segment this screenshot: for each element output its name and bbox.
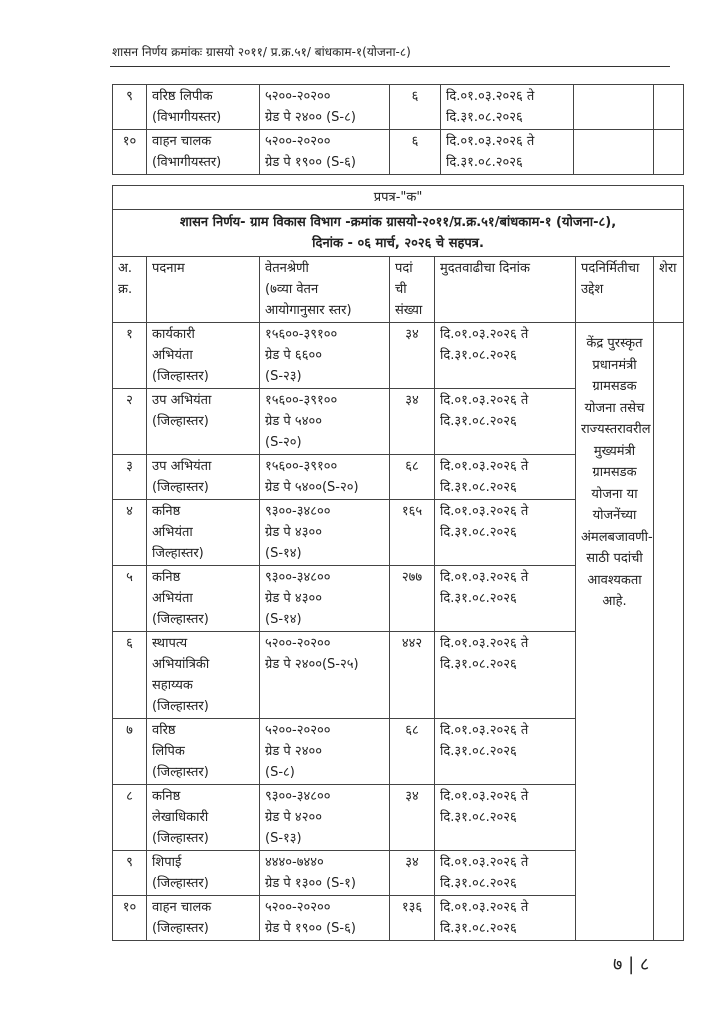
post-cell-line: (जिल्हास्तर) [152, 876, 209, 891]
post-cell-line: लिपिक [152, 744, 185, 759]
serial-cell: ९ [113, 851, 147, 896]
extension-date-cell [435, 851, 576, 896]
header-purpose: पदनिर्मितीचा उद्देश [576, 257, 654, 323]
post-cell-line: वाहन चालक [152, 134, 212, 149]
serial-cell: ३ [113, 455, 147, 500]
purpose-cell-line: आवश्यकता [587, 572, 642, 588]
extension-date-cell-line: दि.०१.०३.२०२६ ते [440, 327, 529, 342]
post-count-cell: २७७ [390, 566, 435, 632]
pay-scale-cell-line: ग्रेड पे २४००(S-२५) [265, 657, 359, 672]
post-count-cell: १६५ [390, 500, 435, 566]
remark-cell [654, 85, 684, 130]
extension-date-cell-line: दि.०१.०३.२०२६ ते [440, 900, 529, 915]
extension-date-cell [435, 719, 576, 785]
post-count-cell: ३४ [390, 851, 435, 896]
pay-scale-cell-line: ५२००-२०२०० [265, 723, 331, 738]
pay-scale-cell [260, 566, 390, 632]
remark-cell [654, 323, 684, 941]
post-cell [147, 785, 260, 851]
purpose-cell-line: आहे. [602, 594, 627, 609]
pay-scale-cell-line: (S-२०) [265, 435, 302, 450]
pay-scale-cell-line: ५२००-२०२०० [265, 900, 331, 915]
post-cell-line: कार्यकारी [152, 327, 195, 342]
post-count-cell: ३४ [390, 323, 435, 389]
post-cell-line: उप अभियंता [152, 393, 212, 408]
extension-date-cell-line: दि.३१.०८.२०२६ [440, 810, 517, 825]
header-serial: अ. क्र. [113, 257, 147, 323]
extension-date-cell-line: दि.३१.०८.२०२६ [440, 525, 517, 540]
post-cell-line: कनिष्ठ [152, 570, 181, 585]
extension-date-cell-line: दि.३१.०८.२०२६ [440, 480, 517, 495]
post-cell-line: उप अभियंता [152, 459, 212, 474]
extension-date-cell-line: दि.३१.०८.२०२६ [440, 657, 517, 672]
post-cell-line: (जिल्हास्तर) [152, 699, 209, 714]
post-cell [147, 455, 260, 500]
extension-date-cell [435, 785, 576, 851]
extension-date-cell [435, 455, 576, 500]
purpose-cell-line: ग्रामसडक [592, 379, 637, 394]
extension-date-cell-line: दि.३१.०८.२०२६ [440, 348, 517, 363]
serial-cell: १ [113, 323, 147, 389]
header-pay-scale: वेतनश्रेणी (७व्या वेतन आयोगानुसार स्तर) [260, 257, 390, 323]
pay-scale-cell-line: ५२००-२०२०० [265, 134, 331, 149]
post-cell-line: जिल्हास्तर) [152, 546, 204, 561]
extension-date-cell [441, 130, 574, 175]
purpose-cell [574, 85, 654, 130]
extension-date-cell-line: दि.०१.०३.२०२६ ते [440, 636, 529, 651]
pay-scale-cell [260, 323, 390, 389]
pay-scale-cell [260, 632, 390, 719]
extension-date-cell-line: दि.०१.०३.२०२६ ते [446, 89, 535, 104]
post-cell-line: अभियांत्रिकी [152, 657, 210, 672]
purpose-cell-line: योजनेंच्या [592, 508, 637, 523]
post-count-cell: ४४२ [390, 632, 435, 719]
post-cell-line: अभियंता [152, 591, 193, 606]
extension-date-cell-line: दि.३१.०८.२०२६ [446, 155, 523, 170]
pay-scale-cell-line: ग्रेड पे ६६०० [265, 348, 322, 363]
post-cell [147, 719, 260, 785]
post-count-cell: ३४ [390, 785, 435, 851]
serial-cell: १० [113, 896, 147, 941]
header-extension-date: मुदतवाढीचा दिनांक [435, 257, 576, 323]
pay-scale-cell [260, 85, 390, 130]
pay-scale-cell-line: १५६००-३९१०० [265, 327, 338, 342]
pay-scale-cell-line: ५२००-२०२०० [265, 89, 331, 104]
purpose-cell-line: ग्रामसडक [592, 465, 637, 480]
extension-date-cell-line: दि.३१.०८.२०२६ [440, 744, 517, 759]
post-cell-line: कनिष्ठ [152, 504, 181, 519]
extension-date-cell [435, 896, 576, 941]
post-count-cell: ६८ [390, 719, 435, 785]
extension-date-cell-line: दि.०१.०३.२०२६ ते [440, 789, 529, 804]
extension-date-cell-line: दि.३१.०८.२०२६ [440, 591, 517, 606]
extension-date-cell-line: दि.०१.०३.२०२६ ते [440, 504, 529, 519]
pay-scale-cell-line: (S-१४) [265, 546, 302, 561]
table-row [113, 85, 684, 130]
post-cell-line: (जिल्हास्तर) [152, 612, 209, 627]
pay-scale-cell-line: ९३००-३४८०० [265, 789, 331, 804]
post-cell [147, 389, 260, 455]
pay-scale-cell-line: (S-८) [265, 765, 295, 780]
post-count-cell: ६८ [390, 455, 435, 500]
purpose-cell-line: प्रधानमंत्री [592, 357, 637, 373]
post-cell-line: अभियंता [152, 348, 193, 363]
purpose-cell [576, 323, 654, 941]
serial-cell: ७ [113, 719, 147, 785]
purpose-cell-line: मुख्यमंत्री [593, 443, 636, 459]
purpose-cell-line: साठी पदांची [586, 551, 643, 566]
serial-cell: ५ [113, 566, 147, 632]
post-cell [147, 130, 260, 175]
serial-cell: २ [113, 389, 147, 455]
post-cell-line: वाहन चालक [152, 900, 212, 915]
serial-cell: ६ [113, 632, 147, 719]
extension-date-cell-line: दि.०१.०३.२०२६ ते [440, 723, 529, 738]
extension-date-cell [435, 323, 576, 389]
post-cell-line: (जिल्हास्तर) [152, 765, 209, 780]
extension-date-cell-line: दि.३१.०८.२०२६ [440, 921, 517, 936]
post-count-cell: ३४ [390, 389, 435, 455]
extension-date-cell-line: दि.०१.०३.२०२६ ते [440, 570, 529, 585]
post-cell-line: अभियंता [152, 525, 193, 540]
pay-scale-cell-line: १५६००-३९१०० [265, 459, 338, 474]
serial-cell: ४ [113, 500, 147, 566]
post-cell [147, 632, 260, 719]
post-cell [147, 566, 260, 632]
post-cell-line: वरिष्ठ [152, 723, 176, 738]
extension-date-cell-line: दि.३१.०८.२०२६ [440, 414, 517, 429]
annex-subtitle [113, 210, 684, 257]
serial-cell: १० [113, 130, 147, 175]
pay-scale-cell [260, 455, 390, 500]
column-header-row [113, 257, 684, 323]
post-cell-line: वरिष्ठ लिपीक [152, 89, 213, 104]
post-count-cell: ६ [390, 85, 441, 130]
header-post: पदनाम [147, 257, 260, 323]
pay-scale-cell-line: ग्रेड पे ४३०० [265, 525, 322, 540]
post-cell-line: (जिल्हास्तर) [152, 480, 209, 495]
table-row [113, 130, 684, 175]
pay-scale-cell-line: ५२००-२०२०० [265, 636, 331, 651]
serial-cell: ९ [113, 85, 147, 130]
purpose-cell-line: योजना तसेच [584, 400, 645, 416]
post-cell-line: (जिल्हास्तर) [152, 921, 209, 936]
post-cell-line: (जिल्हास्तर) [152, 831, 209, 846]
post-cell-line: (विभागीयस्तर) [152, 110, 222, 125]
header-post-count: पदां ची संख्या [390, 257, 435, 323]
pay-scale-cell-line: (S-१३) [265, 831, 302, 846]
annex-subtitle-line-2: दिनांक - ०६ मार्च, २०२६ चे सहपत्र. [312, 236, 484, 251]
purpose-cell-line: राज्यस्तरावरील [581, 422, 651, 437]
pay-scale-cell-line: ग्रेड पे ५४०० [265, 414, 322, 429]
pay-scale-cell [260, 851, 390, 896]
post-cell-line: शिपाई [152, 855, 182, 870]
pay-scale-cell-line: ग्रेड पे १९०० (S-६) [265, 921, 356, 936]
pay-scale-cell-line: ग्रेड पे ४३०० [265, 591, 322, 606]
post-cell [147, 85, 260, 130]
pay-scale-cell-line: ९३००-३४८०० [265, 570, 331, 585]
header-rule [110, 66, 670, 67]
post-cell-line: (विभागीयस्तर) [152, 155, 222, 170]
pay-scale-cell [260, 500, 390, 566]
extension-date-cell-line: दि.०१.०३.२०२६ ते [446, 134, 535, 149]
annex-table [112, 185, 684, 941]
pay-scale-cell-line: ग्रेड पे १३०० (S-१) [265, 876, 356, 891]
extension-date-cell-line: दि.३१.०८.२०२६ [440, 876, 517, 891]
extension-date-cell [435, 632, 576, 719]
document-header: शासन निर्णय क्रमांकः ग्रासयो २०११/ प्र.क्र.५१/ बांधकाम-१(योजना-८) [112, 45, 411, 59]
pay-scale-cell-line: (S-२३) [265, 369, 302, 384]
post-cell-line: (जिल्हास्तर) [152, 369, 209, 384]
pay-scale-cell-line: १५६००-३९१०० [265, 393, 338, 408]
pay-scale-cell [260, 719, 390, 785]
post-cell-line: लेखाधिकारी [152, 810, 209, 825]
pay-scale-cell-line: ग्रेड पे ५४००(S-२०) [265, 480, 359, 495]
post-count-cell: ६ [390, 130, 441, 175]
pay-scale-cell [260, 896, 390, 941]
annex-subtitle-line-1: शासन निर्णय- ग्राम विकास विभाग -क्रमांक ग्रासयो-२०११/प्र.क्र.५१/बांधकाम-१ (योजना-८), [179, 215, 617, 230]
annex-title: प्रपत्र-"क" [113, 186, 684, 210]
extension-date-cell [435, 389, 576, 455]
pay-scale-cell [260, 389, 390, 455]
post-cell-line: कनिष्ठ [152, 789, 181, 804]
purpose-cell-line: अंमलबजावणी- [581, 529, 653, 545]
extension-date-cell [435, 566, 576, 632]
pay-scale-cell [260, 130, 390, 175]
pay-scale-cell-line: ग्रेड पे २४०० (S-८) [265, 110, 356, 125]
pay-scale-cell-line: ४४४०-७४४० [265, 855, 324, 870]
extension-date-cell-line: दि.०१.०३.२०२६ ते [440, 459, 529, 474]
header-remark: शेरा [654, 257, 684, 323]
post-count-cell: १३६ [390, 896, 435, 941]
post-cell-line: (जिल्हास्तर) [152, 414, 209, 429]
pay-scale-cell-line: ग्रेड पे १९०० (S-६) [265, 155, 356, 170]
pay-scale-cell-line: ग्रेड पे २४०० [265, 744, 322, 759]
page-number: ७ | ८ [613, 954, 650, 975]
pay-scale-cell [260, 785, 390, 851]
post-cell [147, 323, 260, 389]
pay-scale-cell-line: ९३००-३४८०० [265, 504, 331, 519]
extension-date-cell-line: दि.३१.०८.२०२६ [446, 110, 523, 125]
purpose-cell-line: योजना या [591, 486, 638, 502]
purpose-cell-line: केंद्र पुरस्कृत [586, 336, 643, 351]
post-cell-line: स्थापत्य [152, 636, 188, 651]
extension-date-cell-line: दि.०१.०३.२०२६ ते [440, 855, 529, 870]
remark-cell [654, 130, 684, 175]
post-cell [147, 851, 260, 896]
continuation-table [112, 84, 684, 175]
table-row [113, 323, 684, 389]
pay-scale-cell-line: ग्रेड पे ४२०० [265, 810, 322, 825]
purpose-cell [574, 130, 654, 175]
extension-date-cell-line: दि.०१.०३.२०२६ ते [440, 393, 529, 408]
post-cell-line: सहाय्यक [152, 678, 193, 693]
serial-cell: ८ [113, 785, 147, 851]
extension-date-cell [435, 500, 576, 566]
post-cell [147, 896, 260, 941]
extension-date-cell [441, 85, 574, 130]
pay-scale-cell-line: (S-१४) [265, 612, 302, 627]
post-cell [147, 500, 260, 566]
